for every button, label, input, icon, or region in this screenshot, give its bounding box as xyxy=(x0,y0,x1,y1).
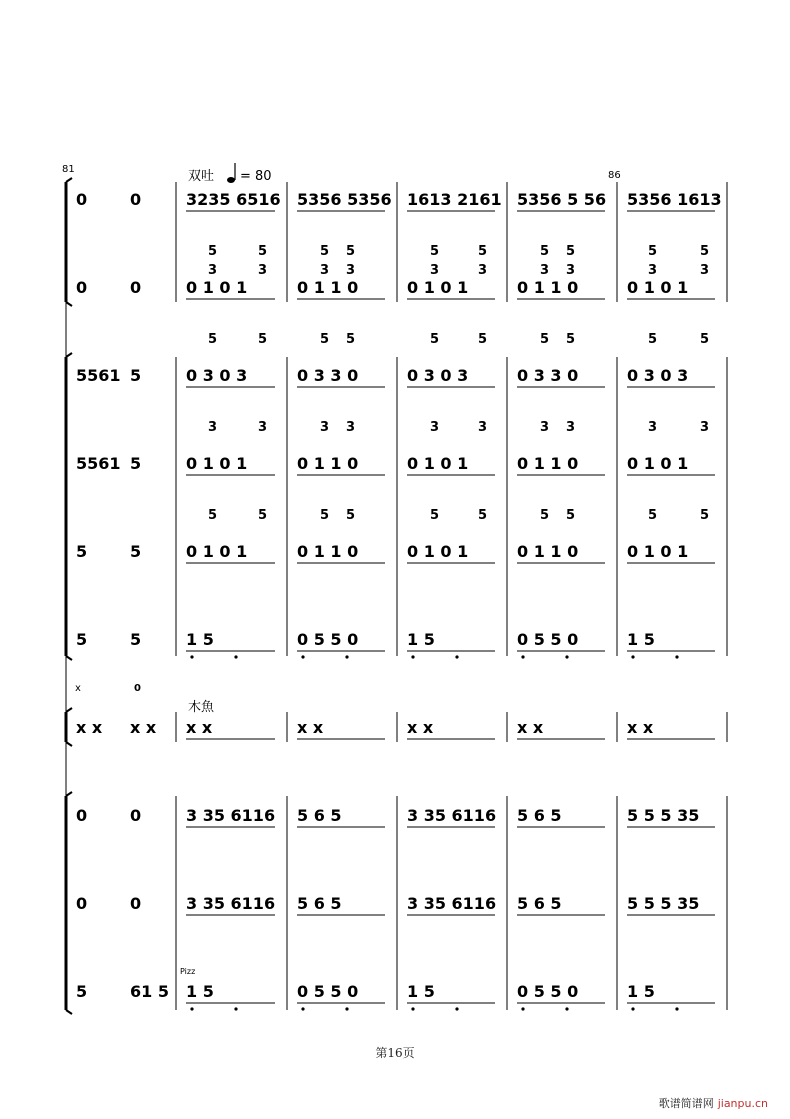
measure-2: 5 6 5 xyxy=(297,806,342,825)
measure-3: 1 5 xyxy=(407,982,435,1001)
pre-note: 5 xyxy=(130,366,142,385)
chord-top: 5 xyxy=(320,244,330,259)
measure-2: 0 3 3 0 xyxy=(297,366,359,385)
measure-3: 0 3 0 3 xyxy=(407,366,469,385)
watermark xyxy=(659,1095,768,1111)
measure-2: 0 1 1 0 xyxy=(297,278,359,297)
octave-dot xyxy=(455,1007,458,1010)
octave-dot xyxy=(411,655,414,658)
measure-2: x x xyxy=(297,718,324,737)
measure-1: 3 35 6116 xyxy=(186,894,276,913)
chord-top: 5 xyxy=(346,244,356,259)
chord-top: 5 xyxy=(320,508,330,523)
measure-1: 0 1 0 1 xyxy=(186,454,248,473)
measure-5: 5 5 5 35 xyxy=(627,806,700,825)
octave-dot xyxy=(565,1007,568,1010)
chord-mid: 3 xyxy=(208,263,218,278)
octave-dot xyxy=(345,655,348,658)
bracket-hook xyxy=(66,656,72,660)
chord-top: 5 xyxy=(430,508,440,523)
chord-top: 5 xyxy=(540,508,550,523)
octave-dot xyxy=(675,655,678,658)
chord-mid: 3 xyxy=(540,263,550,278)
bracket-hook xyxy=(66,792,72,796)
measure-5: 1 5 xyxy=(627,982,655,1001)
page-number: 第16页 xyxy=(375,1046,415,1060)
measure-5: x x xyxy=(627,718,654,737)
tempo-value: = 80 xyxy=(240,169,272,184)
chord-top: 5 xyxy=(258,244,268,259)
chord-top: 3 xyxy=(258,420,268,435)
octave-dot xyxy=(190,1007,193,1010)
chord-top: 5 xyxy=(478,244,488,259)
pre-note: 61 5 xyxy=(130,982,169,1001)
measure-5: 5356 1613 xyxy=(627,190,722,209)
pre-note: x x xyxy=(130,718,157,737)
chord-top: 5 xyxy=(478,508,488,523)
measure-number: 81 xyxy=(62,164,75,175)
measure-2: 5 6 5 xyxy=(297,894,342,913)
chord-top: 5 xyxy=(648,244,658,259)
octave-dot xyxy=(190,655,193,658)
pre-note: 0 xyxy=(130,278,142,297)
octave-dot xyxy=(301,655,304,658)
pre-note: 5561 xyxy=(76,366,121,385)
measure-3: 1613 2161 xyxy=(407,190,502,209)
measure-1: 0 1 0 1 xyxy=(186,542,248,561)
measure-4: 0 3 3 0 xyxy=(517,366,579,385)
measure-1: 3 35 6116 xyxy=(186,806,276,825)
chord-mid: 3 xyxy=(258,263,268,278)
chord-top: 3 xyxy=(320,420,330,435)
chord-mid: 3 xyxy=(648,263,658,278)
measure-4: 0 5 5 0 xyxy=(517,630,579,649)
pre-note: 5 xyxy=(76,542,88,561)
chord-top: 5 xyxy=(566,244,576,259)
chord-top: 5 xyxy=(258,332,268,347)
pre-note: 0 xyxy=(76,278,88,297)
chord-mid: 3 xyxy=(346,263,356,278)
measure-2: 5356 5356 xyxy=(297,190,392,209)
bracket-hook xyxy=(66,742,72,746)
measure-5: 0 1 0 1 xyxy=(627,278,689,297)
bracket-hook xyxy=(66,353,72,357)
chord-top: 3 xyxy=(208,420,218,435)
pre-note: 5 xyxy=(130,542,142,561)
octave-dot xyxy=(234,1007,237,1010)
pre-note: 0 xyxy=(130,190,142,209)
chord-top: 3 xyxy=(700,420,710,435)
pre-note: 0 xyxy=(130,894,142,913)
chord-top: 5 xyxy=(346,332,356,347)
measure-2: 0 5 5 0 xyxy=(297,630,359,649)
chord-top: 3 xyxy=(478,420,488,435)
bracket-hook xyxy=(66,708,72,712)
quarter-note-icon xyxy=(227,177,235,183)
measure-3: 1 5 xyxy=(407,630,435,649)
chord-top: 5 xyxy=(648,508,658,523)
measure-1: x x xyxy=(186,718,213,737)
chord-top: 5 xyxy=(258,508,268,523)
marker-o: 0 xyxy=(134,683,141,694)
octave-dot xyxy=(521,1007,524,1010)
watermark-site-cn: 歌谱简谱网 xyxy=(658,1097,714,1110)
octave-dot xyxy=(631,655,634,658)
chord-top: 5 xyxy=(700,508,710,523)
measure-1: 3235 6516 xyxy=(186,190,281,209)
chord-top: 5 xyxy=(430,244,440,259)
measure-1: 0 3 0 3 xyxy=(186,366,248,385)
measure-5: 0 1 0 1 xyxy=(627,454,689,473)
measure-5: 5 5 5 35 xyxy=(627,894,700,913)
chord-top: 3 xyxy=(648,420,658,435)
bracket-hook xyxy=(66,1010,72,1014)
octave-dot xyxy=(521,655,524,658)
measure-3: 3 35 6116 xyxy=(407,806,497,825)
pre-note: 5 xyxy=(76,982,88,1001)
chord-top: 3 xyxy=(540,420,550,435)
octave-dot xyxy=(675,1007,678,1010)
measure-5: 1 5 xyxy=(627,630,655,649)
measure-4: 5 6 5 xyxy=(517,894,562,913)
chord-top: 5 xyxy=(478,332,488,347)
measure-number: 86 xyxy=(608,170,621,181)
measure-3: x x xyxy=(407,718,434,737)
marker-x: x xyxy=(75,683,81,694)
chord-top: 3 xyxy=(346,420,356,435)
chord-top: 5 xyxy=(700,332,710,347)
measure-3: 0 1 0 1 xyxy=(407,542,469,561)
measure-4: 0 1 1 0 xyxy=(517,542,579,561)
measure-5: 0 1 0 1 xyxy=(627,542,689,561)
measure-2: 0 1 1 0 xyxy=(297,454,359,473)
measure-1: 1 5 xyxy=(186,630,214,649)
measure-1: 1 5 xyxy=(186,982,214,1001)
chord-mid: 3 xyxy=(700,263,710,278)
chord-top: 5 xyxy=(346,508,356,523)
pizz-label: Pizz xyxy=(180,967,196,976)
chord-mid: 3 xyxy=(430,263,440,278)
chord-top: 5 xyxy=(208,332,218,347)
measure-2: 0 1 1 0 xyxy=(297,542,359,561)
chord-top: 3 xyxy=(566,420,576,435)
chord-top: 5 xyxy=(320,332,330,347)
pre-note: 0 xyxy=(76,190,88,209)
octave-dot xyxy=(631,1007,634,1010)
chord-mid: 3 xyxy=(320,263,330,278)
chord-top: 5 xyxy=(648,332,658,347)
measure-3: 0 1 0 1 xyxy=(407,278,469,297)
chord-top: 5 xyxy=(700,244,710,259)
measure-1: 0 1 0 1 xyxy=(186,278,248,297)
chord-top: 5 xyxy=(208,508,218,523)
octave-dot xyxy=(345,1007,348,1010)
pre-note: 0 xyxy=(76,894,88,913)
bracket-hook xyxy=(66,302,72,306)
pre-note: 5 xyxy=(76,630,88,649)
measure-2: 0 5 5 0 xyxy=(297,982,359,1001)
chord-top: 5 xyxy=(430,332,440,347)
measure-4: 0 1 1 0 xyxy=(517,278,579,297)
pre-note: 5 xyxy=(130,630,142,649)
bracket-hook xyxy=(66,178,72,182)
tempo-text: 双吐 xyxy=(188,169,215,184)
measure-5: 0 3 0 3 xyxy=(627,366,689,385)
measure-4: 5356 5 56 xyxy=(517,190,607,209)
chord-top: 5 xyxy=(566,332,576,347)
octave-dot xyxy=(565,655,568,658)
chord-top: 5 xyxy=(540,244,550,259)
octave-dot xyxy=(411,1007,414,1010)
pre-note: 0 xyxy=(130,806,142,825)
watermark-site-url: jianpu.cn xyxy=(717,1097,768,1110)
measure-4: x x xyxy=(517,718,544,737)
octave-dot xyxy=(455,655,458,658)
chord-mid: 3 xyxy=(478,263,488,278)
measure-4: 5 6 5 xyxy=(517,806,562,825)
chord-top: 3 xyxy=(430,420,440,435)
pre-note: 5 xyxy=(130,454,142,473)
pre-note: 0 xyxy=(76,806,88,825)
pre-note: x x xyxy=(76,718,103,737)
chord-top: 5 xyxy=(208,244,218,259)
chord-top: 5 xyxy=(540,332,550,347)
chord-mid: 3 xyxy=(566,263,576,278)
measure-4: 0 5 5 0 xyxy=(517,982,579,1001)
measure-3: 0 1 0 1 xyxy=(407,454,469,473)
measure-4: 0 1 1 0 xyxy=(517,454,579,473)
pre-note: 5561 xyxy=(76,454,121,473)
octave-dot xyxy=(301,1007,304,1010)
octave-dot xyxy=(234,655,237,658)
measure-3: 3 35 6116 xyxy=(407,894,497,913)
chord-top: 5 xyxy=(566,508,576,523)
woodblock-label: 木魚 xyxy=(188,700,215,715)
